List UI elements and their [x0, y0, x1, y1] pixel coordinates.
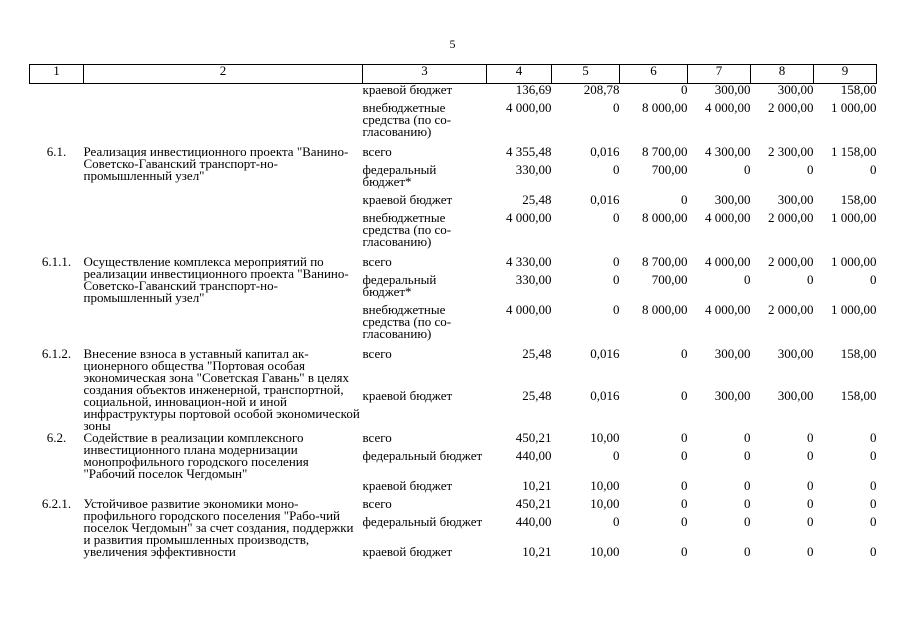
funding-source: внебюджетные средства (по со-гласованию) [362, 209, 452, 249]
amount-col-5: 10,00 [590, 477, 620, 493]
page-number: 5 [449, 37, 456, 51]
item-name: Содействие в реализации комплексного инвестиционного плана модернизации монопрофильного городского поселения "Рабочий поселок Чегдомын" [83, 429, 309, 481]
amount-col-9: 158,00 [840, 387, 877, 403]
funding-source: всего [362, 429, 392, 445]
funding-source: внебюджетные средства (по со-гласованию) [362, 301, 452, 341]
amount-col-4: 136,69 [515, 82, 552, 97]
amount-col-9: 0 [870, 161, 877, 177]
amount-col-9: 0 [870, 429, 877, 445]
funding-source: всего [362, 495, 392, 511]
amount-col-6: 8 000,00 [642, 99, 688, 115]
item-name: Реализация инвестиционного проекта "Ванино-Советско-Гаванский транспорт-но-промышленный узел" [83, 143, 349, 183]
amount-col-6: 8 000,00 [642, 209, 688, 225]
amount-col-6: 8 700,00 [642, 143, 688, 159]
amount-col-6: 0 [681, 429, 688, 445]
amount-col-7: 4 000,00 [705, 209, 751, 225]
amount-col-7: 4 000,00 [705, 301, 751, 317]
amount-col-7: 0 [744, 477, 751, 493]
amount-col-9: 0 [870, 447, 877, 463]
funding-source: краевой бюджет [362, 191, 453, 207]
amount-col-8: 0 [807, 477, 814, 493]
column-header-3: 3 [363, 65, 487, 84]
column-header-7: 7 [688, 65, 751, 84]
amount-col-7: 300,00 [714, 345, 751, 361]
budget-table [29, 64, 877, 564]
amount-col-7: 0 [744, 543, 751, 559]
amount-col-6: 0 [681, 191, 688, 207]
table-header [30, 65, 877, 84]
column-header-9: 9 [814, 65, 877, 84]
table-row [30, 256, 877, 274]
funding-source: всего [362, 345, 392, 361]
item-name: Устойчивое развитие экономики моно-профильного городского поселения "Рабо-чий поселок Чегдомын" за счет создания, поддержки и развития промышленных производств, увеличения эффективности [83, 495, 354, 559]
item-number [30, 84, 84, 146]
amount-col-8: 0 [807, 161, 814, 177]
item-number: 6.2. [46, 429, 67, 445]
column-header-4: 4 [487, 65, 552, 84]
amount-col-8: 2 000,00 [768, 253, 814, 269]
amount-col-8: 300,00 [777, 82, 814, 97]
column-header-2: 2 [84, 65, 363, 84]
amount-col-8: 300,00 [777, 387, 814, 403]
amount-col-9: 1 158,00 [831, 143, 877, 159]
amount-col-9: 1 000,00 [831, 253, 877, 269]
amount-col-7: 4 000,00 [705, 253, 751, 269]
amount-col-8: 0 [807, 429, 814, 445]
amount-col-4: 4 330,00 [506, 253, 552, 269]
amount-col-8: 300,00 [777, 345, 814, 361]
funding-source: внебюджетные средства (по со-гласованию) [362, 99, 452, 139]
amount-col-6: 0 [681, 447, 688, 463]
amount-col-6: 0 [681, 345, 688, 361]
amount-col-9: 1 000,00 [831, 209, 877, 225]
amount-col-4: 330,00 [515, 271, 552, 287]
amount-col-9: 158,00 [840, 82, 877, 97]
amount-col-4: 25,48 [522, 191, 552, 207]
amount-col-6: 0 [681, 387, 688, 403]
amount-col-6: 0 [681, 495, 688, 511]
amount-col-5: 0,016 [590, 345, 620, 361]
table-row [30, 84, 877, 102]
amount-col-5: 208,78 [583, 82, 620, 97]
amount-col-9: 0 [870, 543, 877, 559]
item-name: Внесение взноса в уставный капитал ак-ционерного общества "Портовая особая экономическая зона "Советская Гавань" в целях создания объектов инженерной, транспортной, социальной, инновацион-ной и иной инфраструктуры портовой особой экономической зоны [83, 345, 360, 433]
column-header-5: 5 [552, 65, 620, 84]
amount-col-5: 0 [613, 99, 620, 115]
item-number: 6.1.2. [41, 345, 72, 361]
amount-col-5: 10,00 [590, 429, 620, 445]
amount-col-8: 2 300,00 [768, 143, 814, 159]
amount-col-8: 0 [807, 543, 814, 559]
amount-col-4: 25,48 [522, 345, 552, 361]
amount-col-5: 10,00 [590, 495, 620, 511]
amount-col-8: 2 000,00 [768, 209, 814, 225]
amount-col-6: 8 700,00 [642, 253, 688, 269]
item-number: 6.1. [46, 143, 67, 159]
funding-source: всего [362, 143, 392, 159]
amount-col-7: 300,00 [714, 82, 751, 97]
funding-source: всего [362, 253, 392, 269]
item-number: 6.1.1. [41, 253, 72, 269]
amount-col-4: 10,21 [522, 543, 552, 559]
item-name [84, 84, 363, 146]
amount-col-8: 0 [807, 495, 814, 511]
amount-col-9: 0 [870, 477, 877, 493]
funding-source: федеральный бюджет* [362, 271, 437, 299]
funding-source: краевой бюджет [362, 477, 453, 493]
amount-col-5: 0 [613, 447, 620, 463]
amount-col-9: 1 000,00 [831, 301, 877, 317]
funding-source: краевой бюджет [362, 387, 453, 403]
amount-col-5: 0 [613, 271, 620, 287]
amount-col-6: 0 [681, 477, 688, 493]
amount-col-7: 300,00 [714, 387, 751, 403]
amount-col-4: 450,21 [515, 429, 552, 445]
column-header-1: 1 [30, 65, 84, 84]
amount-col-4: 440,00 [515, 447, 552, 463]
column-header-6: 6 [620, 65, 688, 84]
amount-col-7: 300,00 [714, 191, 751, 207]
amount-col-4: 4 355,48 [506, 143, 552, 159]
amount-col-7: 0 [744, 495, 751, 511]
amount-col-7: 4 300,00 [705, 143, 751, 159]
amount-col-7: 0 [744, 161, 751, 177]
amount-col-7: 0 [744, 429, 751, 445]
amount-col-9: 1 000,00 [831, 99, 877, 115]
table-body [30, 84, 877, 564]
amount-col-6: 700,00 [651, 271, 688, 287]
amount-col-9: 0 [870, 513, 877, 529]
amount-col-9: 0 [870, 271, 877, 287]
amount-col-6: 700,00 [651, 161, 688, 177]
amount-col-7: 0 [744, 271, 751, 287]
column-header-8: 8 [751, 65, 814, 84]
amount-col-8: 2 000,00 [768, 99, 814, 115]
amount-col-4: 4 000,00 [506, 209, 552, 225]
amount-col-8: 0 [807, 447, 814, 463]
amount-col-9: 158,00 [840, 191, 877, 207]
amount-col-5: 10,00 [590, 543, 620, 559]
funding-source: федеральный бюджет* [362, 161, 437, 189]
amount-col-5: 0 [613, 161, 620, 177]
amount-col-5: 0 [613, 513, 620, 529]
amount-col-7: 0 [744, 447, 751, 463]
amount-col-6: 8 000,00 [642, 301, 688, 317]
item-number: 6.2.1. [41, 495, 72, 511]
amount-col-4: 440,00 [515, 513, 552, 529]
amount-col-5: 0,016 [590, 191, 620, 207]
amount-col-4: 450,21 [515, 495, 552, 511]
funding-source: федеральный бюджет [362, 447, 483, 463]
table-row [30, 146, 877, 164]
item-name: Осуществление комплекса мероприятий по реализации инвестиционного проекта "Ванино-Советско-Гаванский транспорт-но-промышленный узел" [83, 253, 349, 305]
amount-col-5: 0 [613, 301, 620, 317]
amount-col-4: 330,00 [515, 161, 552, 177]
amount-col-8: 0 [807, 513, 814, 529]
amount-col-4: 25,48 [522, 387, 552, 403]
amount-col-4: 10,21 [522, 477, 552, 493]
amount-col-5: 0,016 [590, 387, 620, 403]
amount-col-5: 0 [613, 209, 620, 225]
amount-col-5: 0 [613, 253, 620, 269]
table-row [30, 498, 877, 516]
amount-col-5: 0,016 [590, 143, 620, 159]
funding-source: федеральный бюджет [362, 513, 483, 529]
amount-col-9: 158,00 [840, 345, 877, 361]
amount-col-4: 4 000,00 [506, 301, 552, 317]
amount-col-9: 0 [870, 495, 877, 511]
amount-col-4: 4 000,00 [506, 99, 552, 115]
table-row [30, 432, 877, 450]
funding-source: краевой бюджет [362, 82, 453, 97]
amount-col-7: 4 000,00 [705, 99, 751, 115]
amount-col-7: 0 [744, 513, 751, 529]
amount-col-6: 0 [681, 543, 688, 559]
funding-source: краевой бюджет [362, 543, 453, 559]
amount-col-8: 2 000,00 [768, 301, 814, 317]
amount-col-6: 0 [681, 82, 688, 97]
amount-col-6: 0 [681, 513, 688, 529]
table-row [30, 348, 877, 390]
amount-col-8: 0 [807, 271, 814, 287]
amount-col-8: 300,00 [777, 191, 814, 207]
